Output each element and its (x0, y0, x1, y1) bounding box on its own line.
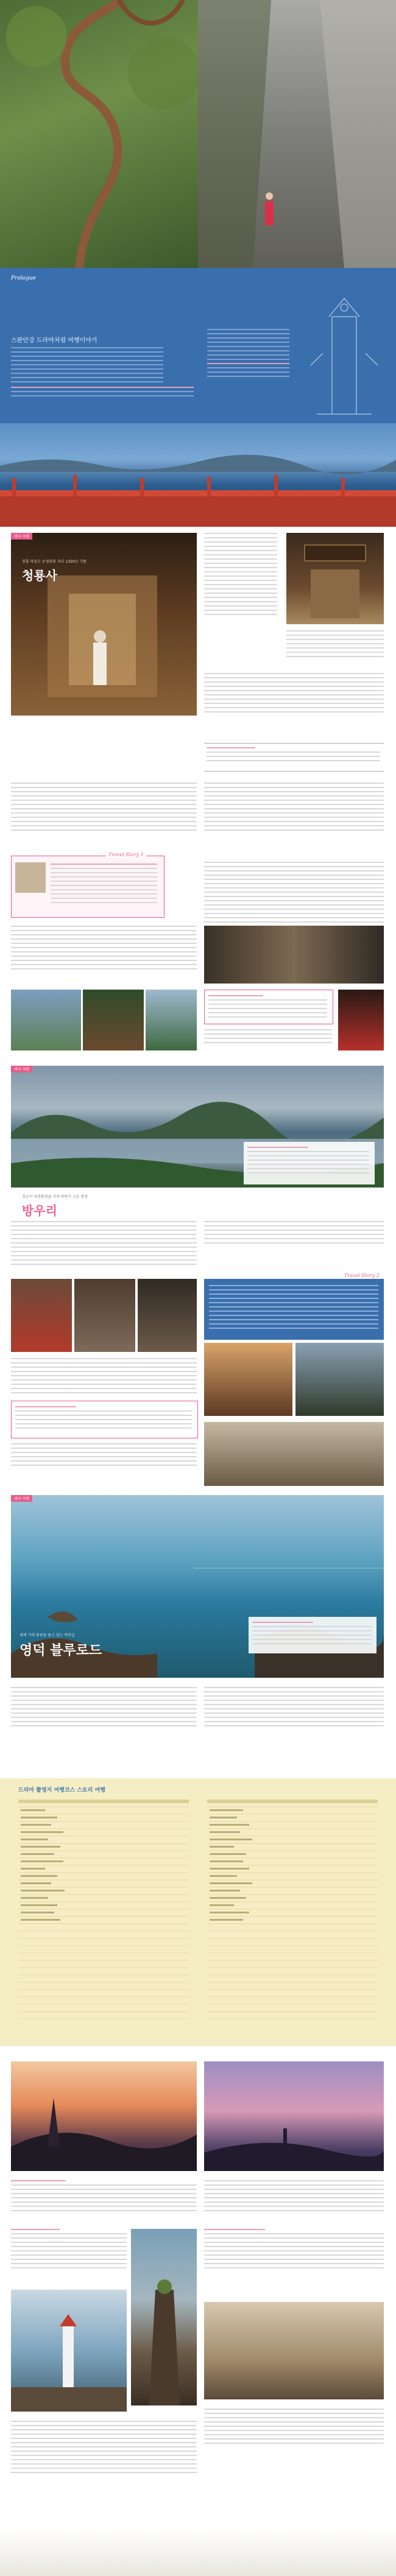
bottom-photo-right-3 (204, 2302, 384, 2399)
schedule-title: 드라마 촬영지 여행코스 스토리 여행 (18, 1787, 105, 1793)
shrine-photo-3 (138, 1279, 197, 1352)
bottom-cliff-photo (131, 2229, 197, 2405)
footer-strip (0, 2527, 396, 2576)
travel-story-2-label: Travel Story 2 (344, 1273, 380, 1278)
cheongryongsa-text-col (204, 533, 277, 618)
story2-photo-right (295, 1343, 384, 1416)
lighthouse-sketch (299, 280, 390, 432)
schedule-table-right (207, 1800, 378, 2034)
story1-info-box (204, 990, 333, 1024)
prologue-text-right (207, 329, 289, 380)
bottom-sunset-photo-right (204, 2061, 384, 2171)
shrine-photo-1 (11, 1279, 72, 1352)
schedule-table-left (18, 1800, 189, 2034)
blueroad-info-box (249, 1617, 377, 1653)
prologue-harbor-photo (0, 423, 396, 527)
strip-photo-1 (11, 990, 81, 1050)
bangwoori-badge: 테마 여행 (11, 1066, 32, 1072)
cheongryongsa-text-wide (204, 673, 384, 716)
story1-text-bottom (204, 1029, 332, 1046)
bangwoori-subtitle: 장군이 자연환경을 거쳐 바닷가 고운 풍경 (22, 1195, 88, 1199)
strip-photo-2 (83, 990, 144, 1050)
cheongryongsa-title: 청룡사 (22, 568, 57, 583)
story2-text-left (11, 1358, 197, 1396)
blueroad-subtitle: 세계 거대 풍광을 품고 있는 바닷길 (19, 1633, 75, 1638)
bangwoori-title: 방우리 (22, 1203, 57, 1218)
bottom-sunset-photo-left (11, 2061, 197, 2171)
blueroad-seascape-photo (11, 1495, 384, 1678)
prologue-heading: 스완안강 드라마처럼 여행이야기 (11, 337, 97, 344)
harbor-illustration (0, 423, 396, 527)
story2-blue-box (204, 1279, 384, 1340)
bottom-text-final-left (11, 2421, 197, 2476)
travel-story-1-thumb (15, 862, 46, 893)
cliff-illustration (198, 0, 396, 268)
blueroad-text-right (204, 1687, 384, 1730)
blueroad-section (0, 1495, 396, 1769)
schedule-rows-right (207, 1800, 378, 2034)
top-photo-tree (0, 0, 198, 268)
temple-interior-photo (11, 533, 197, 716)
story2-info-box (11, 1401, 198, 1438)
cheongryongsa-section (0, 527, 396, 850)
bangwoori-info-box (244, 1142, 375, 1184)
blueroad-text-left (11, 1687, 197, 1730)
story2-photo-left (204, 1343, 292, 1416)
prologue-text-mid (11, 387, 194, 399)
strip-photo-3 (146, 990, 197, 1050)
blueroad-badge: 테마 여행 (11, 1495, 32, 1502)
bottom-text-right-1 (204, 2180, 384, 2214)
tree-illustration (0, 0, 198, 268)
bottom-text-right-2 (204, 2229, 384, 2272)
bottom-text-left-1 (11, 2180, 197, 2214)
story1-photo-right (204, 926, 384, 984)
bangwoori-text-left (11, 1221, 197, 1268)
prologue-label: Prologue (11, 275, 36, 281)
prologue-section (0, 268, 396, 527)
story2-photo-bottom (204, 1422, 384, 1486)
cheongryongsa-badge: 테마 여행 (11, 533, 32, 540)
blueroad-title: 영덕 블루로드 (19, 1642, 102, 1658)
story1-text-right (204, 862, 384, 926)
travel-story-1-box (11, 852, 164, 918)
lantern-photo (338, 990, 384, 1050)
story2-text-bottom (11, 1443, 197, 1469)
schedule-rows-left (18, 1800, 189, 2034)
cheongryongsa-text-bottom-right (204, 783, 384, 834)
bottom-text-left-2 (11, 2229, 127, 2272)
cheongryongsa-subtitle: 천룡 마음도 운영위원 지나 1350년 기품 (22, 560, 87, 564)
cheongryongsa-text-bottom (11, 783, 197, 834)
top-photo-cliff (198, 0, 396, 268)
cheongryongsa-text-right (286, 630, 384, 660)
temple-signboard-photo (286, 533, 384, 624)
bangwoori-text-right (204, 1221, 384, 1247)
prologue-text-left (11, 347, 163, 385)
schedule-section (0, 1778, 396, 2046)
shrine-photo-2 (74, 1279, 135, 1352)
story1-text-left-2 (11, 926, 197, 973)
bottom-text-final (204, 2409, 384, 2447)
cheongryongsa-info-box (204, 743, 384, 772)
travel-story-1-label: Travel Story 1 (106, 852, 146, 857)
bottom-lighthouse-photo (11, 2290, 127, 2412)
